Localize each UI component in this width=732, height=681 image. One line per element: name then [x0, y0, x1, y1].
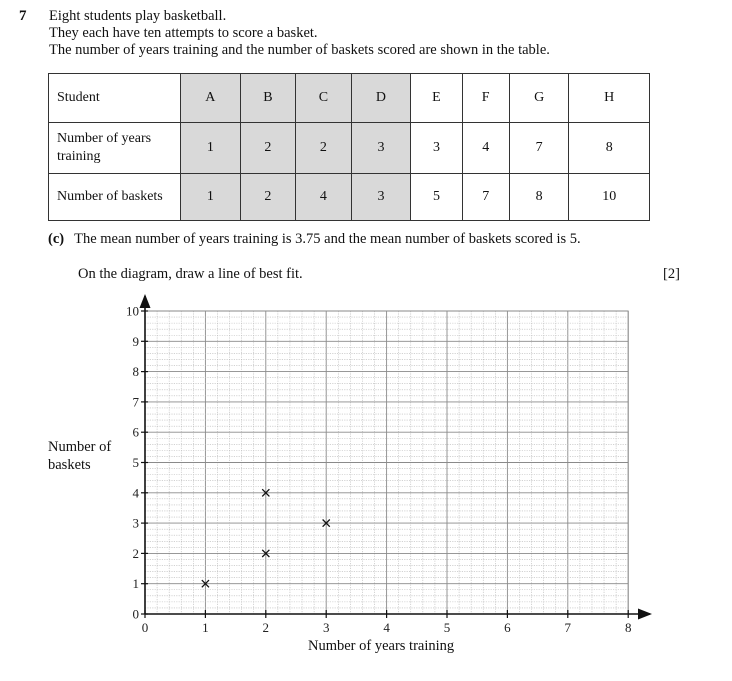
table-cell: D: [351, 74, 411, 123]
table-cell: 4: [462, 123, 509, 173]
y-tick-label: 5: [132, 455, 139, 470]
x-axis-arrow: [638, 609, 652, 620]
table-cell: F: [462, 74, 509, 123]
x-tick-label: 1: [202, 620, 209, 635]
table-cell: 7: [509, 123, 569, 173]
table-cell: 1: [181, 123, 241, 173]
table-cell: 10: [569, 173, 650, 220]
y-tick-label: 3: [132, 515, 139, 531]
row-header: Student: [49, 74, 181, 123]
table-cell: H: [569, 74, 650, 123]
intro-line: Eight students play basketball.: [49, 8, 227, 24]
intro-line: They each have ten attempts to score a basket.: [49, 25, 318, 41]
table-cell: 2: [296, 123, 351, 173]
y-axis-label-text: Number of baskets: [48, 439, 112, 473]
grid: [145, 311, 628, 614]
question-number: 7: [19, 8, 27, 24]
x-tick-label: 2: [262, 620, 270, 635]
y-axis-arrow: [140, 294, 151, 308]
marks-label: [2]: [663, 266, 680, 282]
y-tick-label: 2: [132, 545, 139, 561]
row-header: Number of baskets: [49, 173, 181, 220]
table-cell: B: [240, 74, 295, 123]
table-cell: 2: [240, 173, 295, 220]
y-tick-label: 7: [132, 394, 139, 410]
part-c-text: The mean number of years training is 3.75 and the mean number of baskets scored is 5.: [74, 231, 581, 247]
intro-line: The number of years training and the number of baskets scored are shown in the table.: [49, 42, 550, 58]
table-cell: 7: [462, 173, 509, 220]
y-tick-label: 4: [132, 485, 139, 501]
y-tick-label: 8: [132, 364, 139, 380]
axes: [140, 294, 653, 620]
y-tick-label: 1: [132, 576, 139, 592]
x-tick-label: 8: [624, 620, 632, 635]
y-tick-label: 10: [126, 303, 139, 319]
y-tick-label: 0: [132, 606, 139, 622]
table-cell: E: [411, 74, 462, 123]
x-tick-label: 3: [322, 620, 330, 635]
x-tick-label: 6: [504, 620, 511, 635]
table-cell: 8: [509, 173, 569, 220]
table-cell: C: [296, 74, 351, 123]
x-tick-label: 0: [141, 620, 149, 635]
part-label: (c): [48, 231, 65, 247]
y-tick-label: 9: [132, 333, 139, 349]
table-cell: 5: [411, 173, 462, 220]
table-cell: 3: [351, 173, 411, 220]
table-cell: G: [509, 74, 569, 123]
table-cell: 2: [240, 123, 295, 173]
table-cell: A: [181, 74, 241, 123]
row-header-text: Number of years training: [57, 130, 152, 164]
table-cell: 3: [411, 123, 462, 173]
y-tick-label: 6: [132, 424, 139, 440]
x-tick-label: 7: [564, 620, 572, 635]
table-cell: 1: [181, 173, 241, 220]
part-c-instruction: On the diagram, draw a line of best fit.: [78, 266, 303, 282]
x-tick-label: 4: [383, 620, 390, 635]
x-axis-label: Number of years training: [308, 638, 455, 654]
table-cell: 8: [569, 123, 650, 173]
x-tick-label: 5: [443, 620, 451, 635]
table-cell: 4: [296, 173, 351, 220]
table-cell: 3: [351, 123, 411, 173]
